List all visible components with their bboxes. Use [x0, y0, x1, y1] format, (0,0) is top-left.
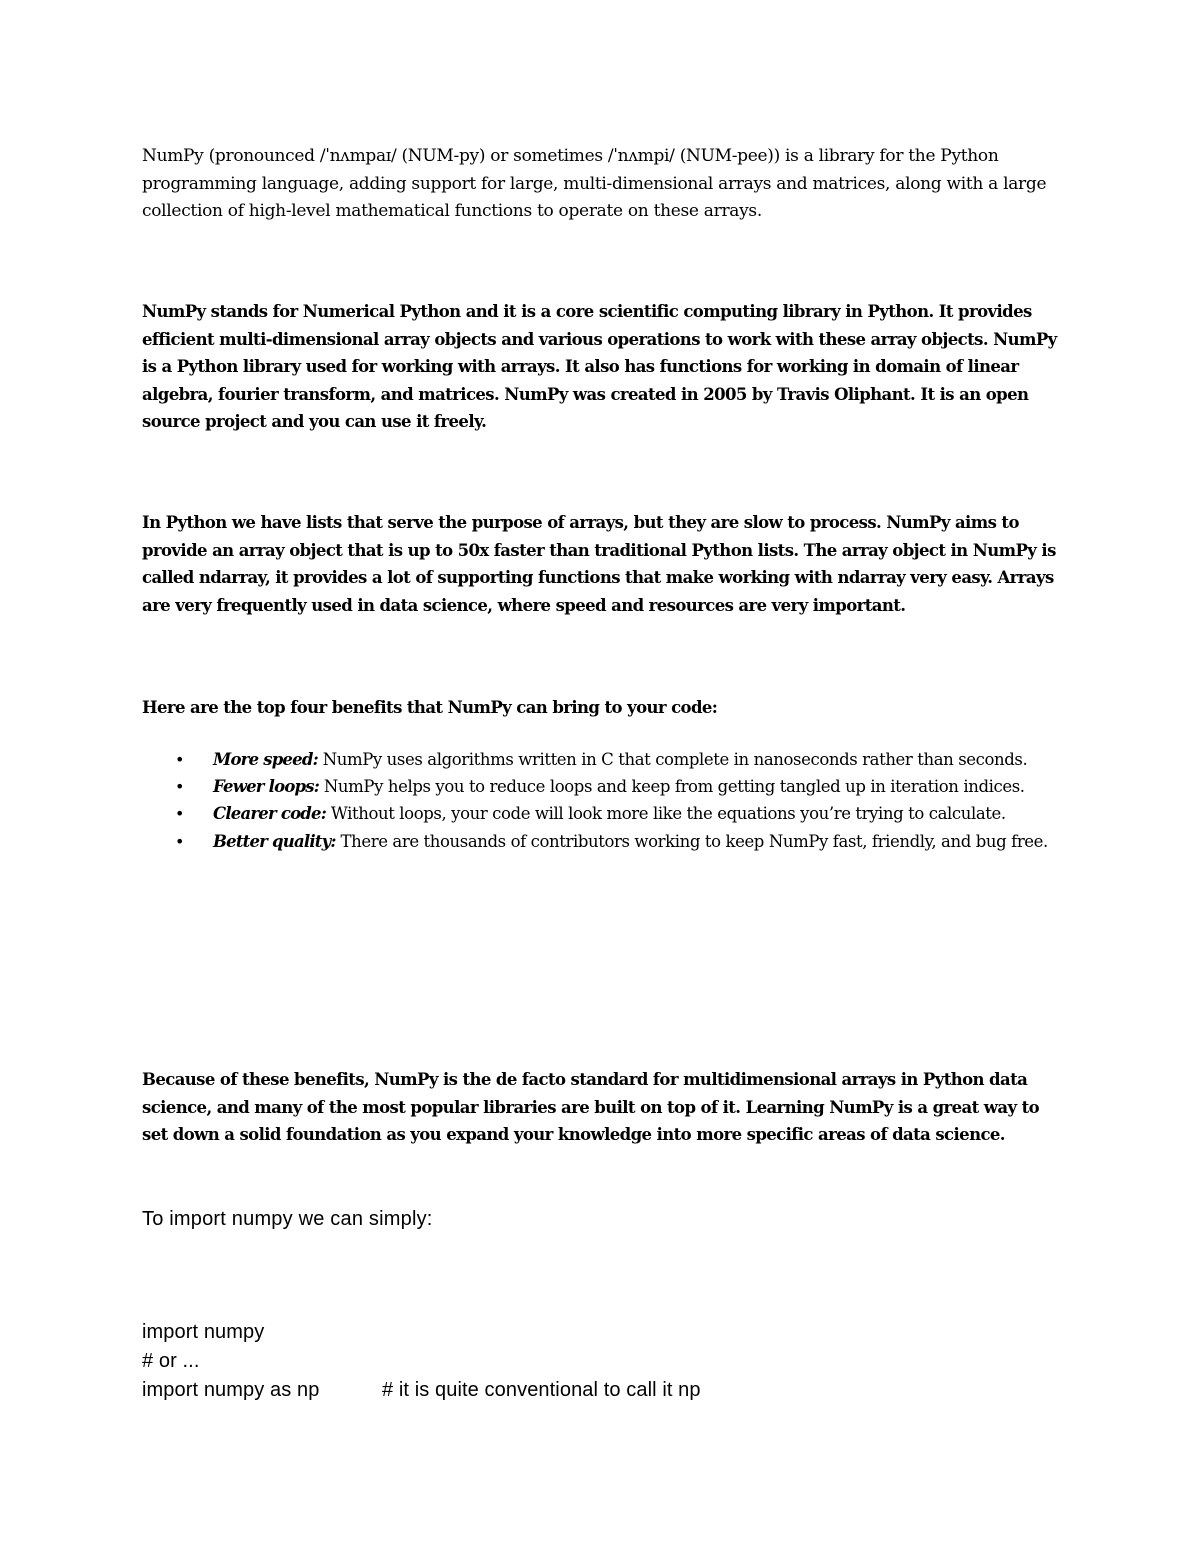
- benefit-lead: Clearer code:: [213, 804, 326, 824]
- intro-paragraph: NumPy (pronounced /ˈnʌmpaɪ/ (NUM-py) or sometimes /ˈnʌmpi/ (NUM-pee)) is a library for the Python programming language, adding support for large, multi-dimensional arrays and matrices, along with a large collection of high-level mathematical functions to operate on these arrays.: [142, 146, 1047, 221]
- benefit-item: [142, 746, 1062, 773]
- benefit-item: [142, 800, 1062, 827]
- benefit-text: NumPy helps you to reduce loops and keep from getting tangled up in iteration indices.: [319, 777, 1025, 797]
- why-numpy-paragraph: In Python we have lists that serve the purpose of arrays, but they are slow to process. NumPy aims to provide an array object that is up to 50x faster than traditional Python lists. The array object in NumPy is called ndarray, it provides a lot of supporting functions that make working with ndarray very easy. Arrays are very frequently used in data science, where speed and resources are very important.: [142, 513, 1056, 615]
- benefits-list: [142, 746, 1062, 855]
- about-paragraph: NumPy stands for Numerical Python and it is a core scientific computing library in Python. It provides efficient multi-dimensional array objects and various operations to work with these array objects. NumPy is a Python library used for working with arrays. It also has functions for working in domain of linear algebra, fourier transform, and matrices. NumPy was created in 2005 by Travis Oliphant. It is an open source project and you can use it freely.: [142, 302, 1057, 431]
- bullet-icon: •: [175, 831, 185, 851]
- benefits-heading: Here are the top four benefits that NumPy can bring to your code:: [142, 698, 718, 717]
- benefit-item: [142, 773, 1062, 800]
- code-line-comment: # or ...: [142, 1350, 200, 1372]
- benefit-lead: More speed:: [213, 750, 318, 769]
- benefit-text: There are thousands of contributors working to keep NumPy fast, friendly, and bug free.: [335, 831, 1048, 851]
- benefit-lead: Better quality:: [213, 831, 336, 851]
- bullet-icon: •: [175, 750, 185, 769]
- conclusion-paragraph: Because of these benefits, NumPy is the de facto standard for multidimensional arrays in Python data science, and many of the most popular libraries are built on top of it. Learning NumPy is a great way to set down a solid foundation as you expand your knowledge into more specific areas of data science.: [142, 1070, 1040, 1144]
- benefit-lead: Fewer loops:: [213, 777, 320, 797]
- code-line-import-as: [142, 1379, 701, 1402]
- bullet-icon: •: [175, 804, 185, 824]
- bullet-icon: •: [175, 777, 185, 797]
- benefit-item: [142, 828, 1062, 855]
- code-line-import: import numpy: [142, 1321, 265, 1343]
- code-import-as-text: import numpy as np: [142, 1379, 320, 1401]
- benefit-text: Without loops, your code will look more like the equations you’re trying to calculate.: [326, 804, 1006, 824]
- import-intro: To import numpy we can simply:: [142, 1208, 433, 1230]
- benefit-text: NumPy uses algorithms written in C that complete in nanoseconds rather than seconds.: [317, 750, 1028, 769]
- code-inline-comment: # it is quite conventional to call it np: [382, 1379, 701, 1401]
